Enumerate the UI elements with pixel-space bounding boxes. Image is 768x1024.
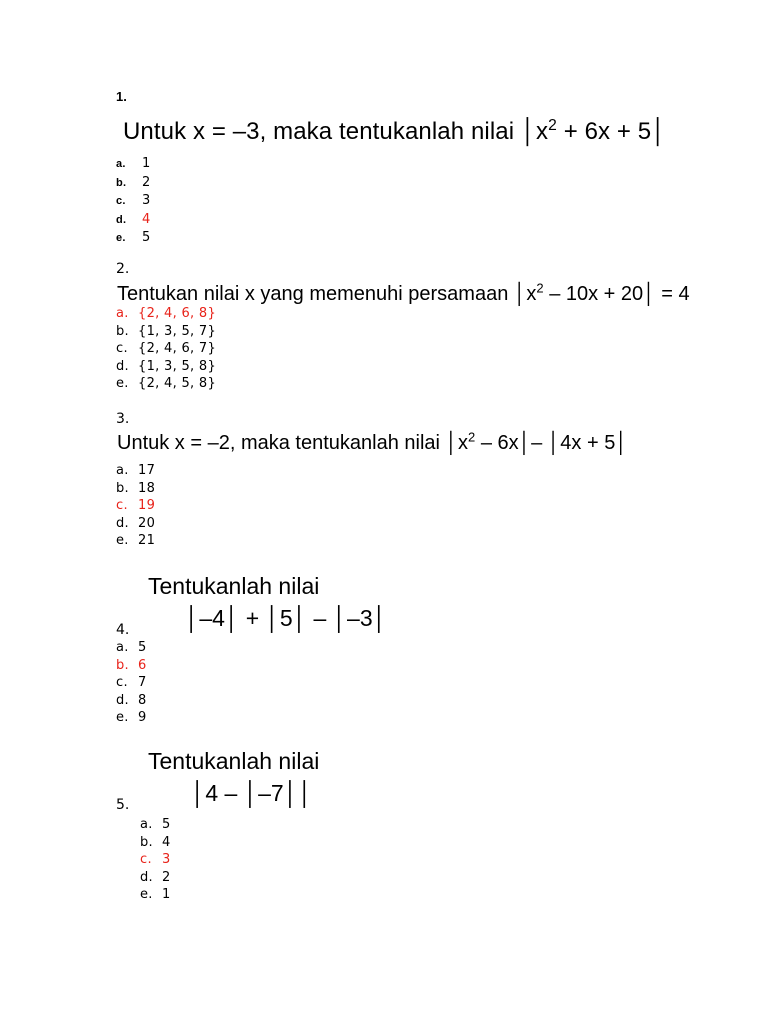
option-a-correct: a. {2, 4, 6, 8}: [116, 306, 217, 321]
option-a: a. 17: [116, 463, 156, 478]
question-2-prompt: Tentukan nilai x yang memenuhi persamaan: [117, 283, 514, 305]
question-1-prompt: Untuk x = –3, maka tentukanlah nilai: [123, 118, 521, 145]
option-c: c. {2, 4, 6, 7}: [116, 341, 217, 356]
expr-rest: – 10x + 20: [543, 283, 644, 305]
option-c: c. 3: [116, 193, 151, 208]
option-b: b. 4: [140, 834, 171, 850]
option-d: d. 2: [140, 869, 171, 885]
option-d: d. 20: [116, 515, 156, 531]
abs-bar-left: │: [520, 118, 537, 145]
question-2-text: [117, 280, 690, 306]
abs-bar-left: │: [513, 283, 527, 305]
option-a: a. 5: [140, 817, 171, 832]
question-2-options: [116, 305, 216, 393]
question-1-number: 1.: [116, 89, 127, 104]
expr-exponent: 2: [548, 117, 557, 134]
expr-base: x: [536, 118, 549, 145]
question-3-text: [117, 429, 628, 455]
option-e: e. 5: [116, 230, 151, 245]
question-4-options: [116, 639, 147, 727]
expr-exponent: 2: [468, 429, 476, 445]
option-a: a. 1: [116, 156, 151, 171]
option-d-correct: d. 4: [116, 211, 151, 227]
option-e: e. 9: [116, 710, 147, 725]
option-e: e. 1: [140, 887, 171, 902]
abs-bar-right: │: [651, 118, 667, 145]
option-b: b. 18: [116, 480, 156, 496]
option-d: d. 8: [116, 692, 147, 708]
question-5-expression: │4 – │–7││: [191, 780, 313, 806]
question-4-number: 4.: [116, 622, 130, 638]
option-d: d. {1, 3, 5, 8}: [116, 358, 217, 374]
option-a: a. 5: [116, 640, 147, 655]
question-5-options: [140, 816, 171, 904]
expr-base: x: [526, 283, 537, 305]
expr-rest: + 6x + 5: [556, 118, 652, 145]
question-3-expr-rest: – 6x│– │4x + 5│: [475, 432, 628, 454]
option-b: b. {1, 3, 5, 7}: [116, 323, 217, 339]
option-e: e. 21: [116, 533, 156, 548]
option-c-correct: c. 3: [140, 852, 171, 867]
option-c-correct: c. 19: [116, 498, 156, 513]
question-5-number: 5.: [116, 797, 130, 813]
question-2-number: 2.: [116, 261, 130, 277]
question-3-number: 3.: [116, 411, 130, 427]
question-4-expression: │–4│ + │5│ – │–3│: [185, 605, 387, 631]
question-4-heading: Tentukanlah nilai: [148, 573, 320, 599]
question-3-options: [116, 462, 155, 550]
option-b: b. 2: [116, 174, 151, 190]
option-e: e. {2, 4, 5, 8}: [116, 376, 217, 391]
option-b-correct: b. 6: [116, 657, 147, 673]
question-1-text: [123, 118, 666, 146]
question-5-heading: Tentukanlah nilai: [148, 748, 320, 774]
equation-rhs: = 4: [655, 283, 690, 305]
question-3-prompt: Untuk x = –2, maka tentukanlah nilai │x: [117, 432, 469, 454]
option-c: c. 7: [116, 675, 147, 690]
abs-bar-right: │: [643, 283, 656, 305]
question-1-options: [116, 155, 151, 248]
expr-exponent: 2: [536, 280, 544, 296]
